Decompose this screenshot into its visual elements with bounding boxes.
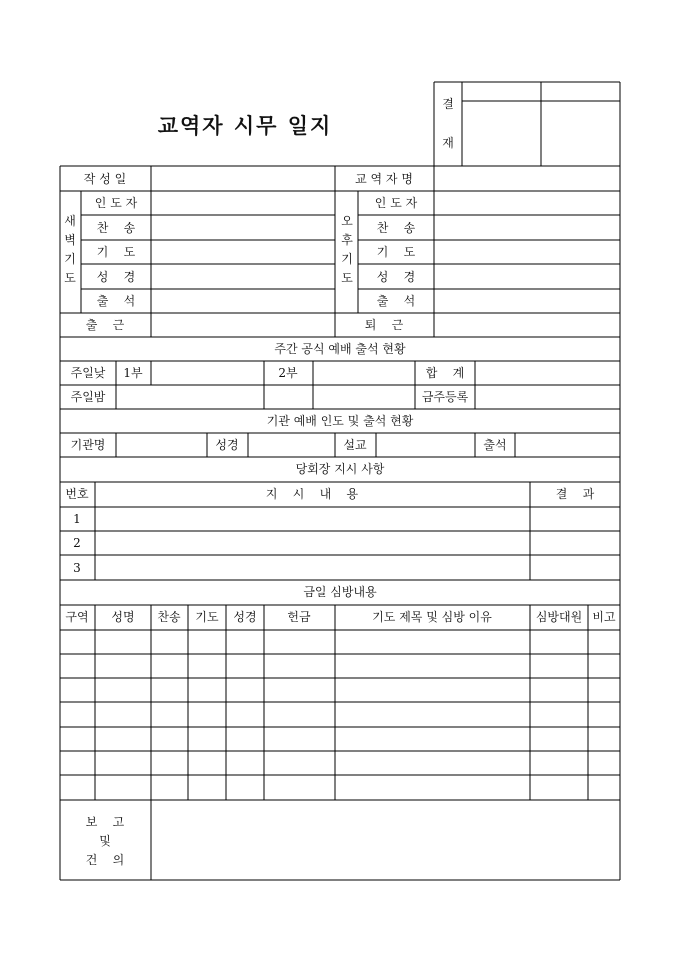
afternoon-leader-label: 인 도 자 [374,196,418,210]
instructions-content-field[interactable] [96,508,529,579]
dawn-prayer-fields[interactable] [152,192,334,312]
instruction-row-number: 1 [73,512,81,526]
afternoon-group-char-3: 기 [341,252,353,266]
instruction-row-number: 3 [73,561,81,575]
dawn-attendance-label: 출 석 [96,294,136,308]
dawn-group-char-3: 기 [64,252,76,266]
org-bible-label: 성경 [215,438,239,452]
dawn-prayer-label: 기 도 [96,245,136,259]
afternoon-group-char-4: 도 [341,271,353,285]
check-in-field[interactable] [152,314,334,336]
visits-header-prayer: 기도 [195,610,219,624]
visits-title: 금일 심방내용 [303,585,377,599]
part1-label: 1부 [123,366,143,380]
dawn-bible-label: 성 경 [96,270,136,284]
weekly-worship-title: 주간 공식 예배 출석 현황 [274,342,406,356]
part2-label: 2부 [278,366,298,380]
afternoon-hymn-label: 찬 송 [376,221,416,235]
afternoon-group-char-2: 후 [341,233,353,247]
org-name-label: 기관명 [70,438,106,452]
instruction-row-number: 2 [73,536,81,550]
sunday-day-label: 주일낮 [70,366,106,380]
instructions-title: 당회장 지시 사항 [295,462,385,476]
dawn-group-char-2: 벽 [64,233,76,247]
visits-header-bible: 성경 [233,610,257,624]
dawn-leader-label: 인 도 자 [94,196,138,210]
pastor-name-label: 교 역 자 명 [355,172,413,186]
instructions-result-header: 결 과 [555,487,595,501]
instructions-content-header: 지 시 내 용 [265,487,359,501]
check-in-label: 출 근 [85,318,125,332]
visits-table-body[interactable] [61,631,619,799]
report-line-1: 보 고 [85,815,125,829]
visits-header-hymn: 찬송 [157,610,181,624]
pastor-name-field[interactable] [435,167,619,190]
dawn-group-char-4: 도 [64,271,76,285]
date-field[interactable] [152,167,334,190]
visits-header-reason: 기도 제목 및 심방 이유 [372,610,492,624]
visits-header-district: 구역 [65,610,89,624]
org-sermon-label: 설교 [343,438,367,452]
report-field[interactable] [152,801,619,879]
visits-header-notes: 비고 [592,610,616,624]
visits-header-offering: 헌금 [287,610,311,624]
afternoon-attendance-label: 출 석 [376,294,416,308]
total-label: 합 계 [425,366,465,380]
afternoon-group-char-1: 오 [341,214,353,228]
org-worship-title: 기관 예배 인도 및 출석 현황 [266,414,414,428]
visits-header-name: 성명 [111,610,135,624]
approval-label-2: 재 [442,136,454,150]
dawn-group-char-1: 새 [64,214,76,228]
afternoon-prayer-label: 기 도 [376,245,416,259]
visits-header-members: 심방대원 [535,610,583,624]
date-label: 작 성 일 [83,172,127,186]
check-out-field[interactable] [435,314,619,336]
page-title: 교역자 시무 일지 [157,113,333,138]
registration-label: 금주등록 [421,390,469,404]
report-line-2: 및 [99,834,111,848]
approval-label-1: 결 [442,97,454,111]
afternoon-bible-label: 성 경 [376,270,416,284]
instructions-no-header: 번호 [65,487,89,501]
org-attendance-label: 출석 [483,438,507,452]
sunday-night-label: 주일밤 [70,390,106,404]
report-line-3: 건 의 [85,853,125,867]
check-out-label: 퇴 근 [364,318,404,332]
afternoon-prayer-fields[interactable] [435,192,619,312]
dawn-hymn-label: 찬 송 [96,221,136,235]
